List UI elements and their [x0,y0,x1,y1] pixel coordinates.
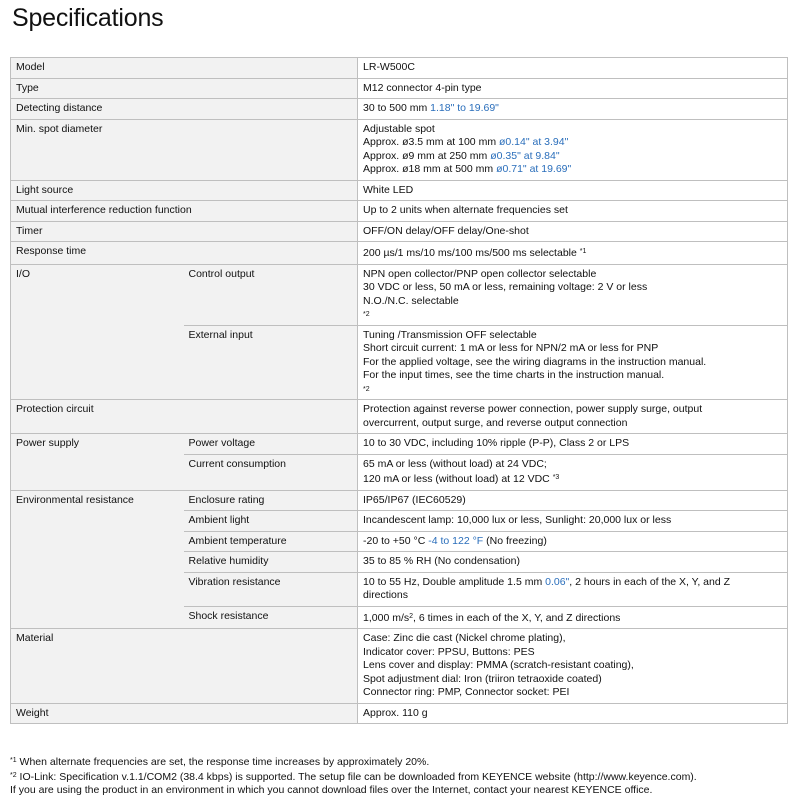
superscript: 2 [409,612,414,620]
sub-label: Enclosure rating [184,490,358,511]
table-row [11,58,788,79]
row-value: Up to 2 units when alternate frequencies set [358,201,788,222]
footnotes [10,754,697,797]
table-row [11,629,788,704]
row-label: Timer [11,221,358,242]
footnote-ref: *2 [363,385,370,393]
inch-value: ø0.71" at 19.69" [496,163,572,175]
value-line: N.O./N.C. selectable [363,294,459,307]
value-line: Indicator cover: PPSU, Buttons: PES [363,645,535,658]
value-line: Lens cover and display: PMMA (scratch-resistant coating), [363,659,634,671]
metric-value: Approx. ø18 mm at 500 mm [363,163,494,175]
page-title: Specifications [12,4,164,32]
row-value [358,119,788,180]
value-line: Adjustable spot [363,122,435,135]
value-line: 30 VDC or less, 50 mA or less, remaining voltage: 2 V or less [363,281,648,293]
inch-value: -4 to 122 °F [428,534,484,547]
row-value [358,531,788,552]
footnote-text: When alternate frequencies are set, the response time increases by approximately 20%. [19,756,430,768]
footnote-3: If you are using the product in an environment in which you cannot download files over the Internet, contact your nearest KEYENCE office. [10,784,653,796]
value-line: Spot adjustment dial: Iron (triiron tetraoxide coated) [363,672,602,685]
row-value [358,572,788,606]
value-line [363,136,782,150]
metric-value: Approx. ø9 mm at 250 mm [363,149,488,162]
value-text: (No freezing) [486,534,547,547]
value-line: Tuning /Transmission OFF selectable [363,328,537,341]
row-label: Response time [11,242,358,265]
inch-value: ø0.35" at 9.84" [490,149,560,162]
table-row [11,490,788,511]
row-value: Approx. 110 g [358,703,788,724]
row-value: LR-W500C [358,58,788,79]
table-row [11,703,788,724]
footnote-mark: *1 [10,757,17,764]
row-value: White LED [358,180,788,201]
metric-value: 10 to 55 Hz, Double amplitude 1.5 mm [363,575,543,588]
row-label: Type [11,78,358,99]
value-line: Connector ring: PMP, Connector socket: PEI [363,686,570,698]
row-value: 10 to 30 VDC, including 10% ripple (P-P), Class 2 or LPS [358,434,788,455]
row-value: OFF/ON delay/OFF delay/One-shot [358,221,788,242]
value-line: Protection against reverse power connection, power supply surge, output [363,403,703,415]
value-line: Short circuit current: 1 mA or less for NPN/2 mA or less for PNP [363,342,659,354]
metric-value: -20 to +50 °C [363,534,426,547]
value-line: For the applied voltage, see the wiring diagrams in the instruction manual. [363,355,707,368]
value-line: overcurrent, output surge, and reverse output connection [363,416,628,429]
table-row [11,78,788,99]
row-value: M12 connector 4-pin type [358,78,788,99]
value-text: , 6 times in each of the X, Y, and Z directions [413,611,621,624]
table-row [11,180,788,201]
sub-label: Ambient temperature [184,531,358,552]
spec-table [10,57,788,724]
table-row [11,119,788,180]
value-line: For the input times, see the time charts in the instruction manual. [363,369,665,381]
row-value [358,99,788,120]
value-line: NPN open collector/PNP open collector selectable [363,267,597,280]
metric-value: 30 to 500 mm [363,102,428,114]
row-label: Model [11,58,358,79]
footnote-2 [10,769,697,784]
row-value [358,242,788,265]
row-value [358,606,788,629]
sub-label: External input [184,325,358,400]
row-label: Min. spot diameter [11,119,358,180]
value-text: , 2 hours in each of the X, Y, and Z [569,575,731,588]
footnote-ref: *2 [363,311,370,318]
value-text: 120 mA or less (without load) at 12 VDC [363,473,550,485]
value-line [363,150,782,164]
row-value [358,325,788,400]
row-label: Detecting distance [11,99,358,120]
row-value [358,454,788,490]
response-text: 200 µs/1 ms/10 ms/100 ms/500 ms selectable [363,247,577,259]
row-value: Incandescent lamp: 10,000 lux or less, Sunlight: 20,000 lux or less [358,511,788,532]
row-value [358,400,788,434]
row-value: IP65/IP67 (IEC60529) [358,490,788,511]
footnote-text: IO-Link: Specification v.1.1/COM2 (38.4 kbps) is supported. The setup file can be downloaded from KEYENCE website (http://www.keyence.com). [19,771,697,783]
sub-label: Control output [184,264,358,325]
table-row [11,434,788,455]
value-line: Case: Zinc die cast (Nickel chrome plating), [363,632,566,644]
row-label: Light source [11,180,358,201]
sub-label: Current consumption [184,454,358,490]
row-label: Material [11,629,358,704]
footnote-mark: *2 [10,772,17,779]
value-line: directions [363,589,408,601]
metric-value: Approx. ø3.5 mm at 100 mm [363,136,497,148]
row-label: Mutual interference reduction function [11,201,358,222]
table-row [11,242,788,265]
sub-label: Relative humidity [184,552,358,573]
value-line [363,163,782,177]
row-value [358,264,788,325]
inch-value: ø0.14" at 3.94" [498,136,569,148]
table-row [11,99,788,120]
row-value [358,629,788,704]
sub-label: Vibration resistance [184,572,358,606]
group-label: Power supply [11,434,184,491]
sub-label: Ambient light [184,511,358,532]
table-row [11,221,788,242]
footnote-ref: *1 [579,248,587,255]
inch-value: 0.06" [545,575,570,588]
group-label: Environmental resistance [11,490,184,629]
inch-value: 1.18" to 19.69" [430,102,499,114]
value-line [363,471,782,487]
sub-label: Power voltage [184,434,358,455]
row-label: Protection circuit [11,400,358,434]
value-line [363,576,782,590]
table-row [11,400,788,434]
table-row [11,201,788,222]
group-label: I/O [11,264,184,400]
value-text: 1,000 m/s [363,611,410,624]
footnote-1 [10,754,697,769]
row-value: 35 to 85 % RH (No condensation) [358,552,788,573]
footnote-ref: *3 [552,474,560,481]
table-row [11,264,788,325]
row-label: Weight [11,703,358,724]
sub-label: Shock resistance [184,606,358,629]
value-line: 65 mA or less (without load) at 24 VDC; [363,457,547,470]
